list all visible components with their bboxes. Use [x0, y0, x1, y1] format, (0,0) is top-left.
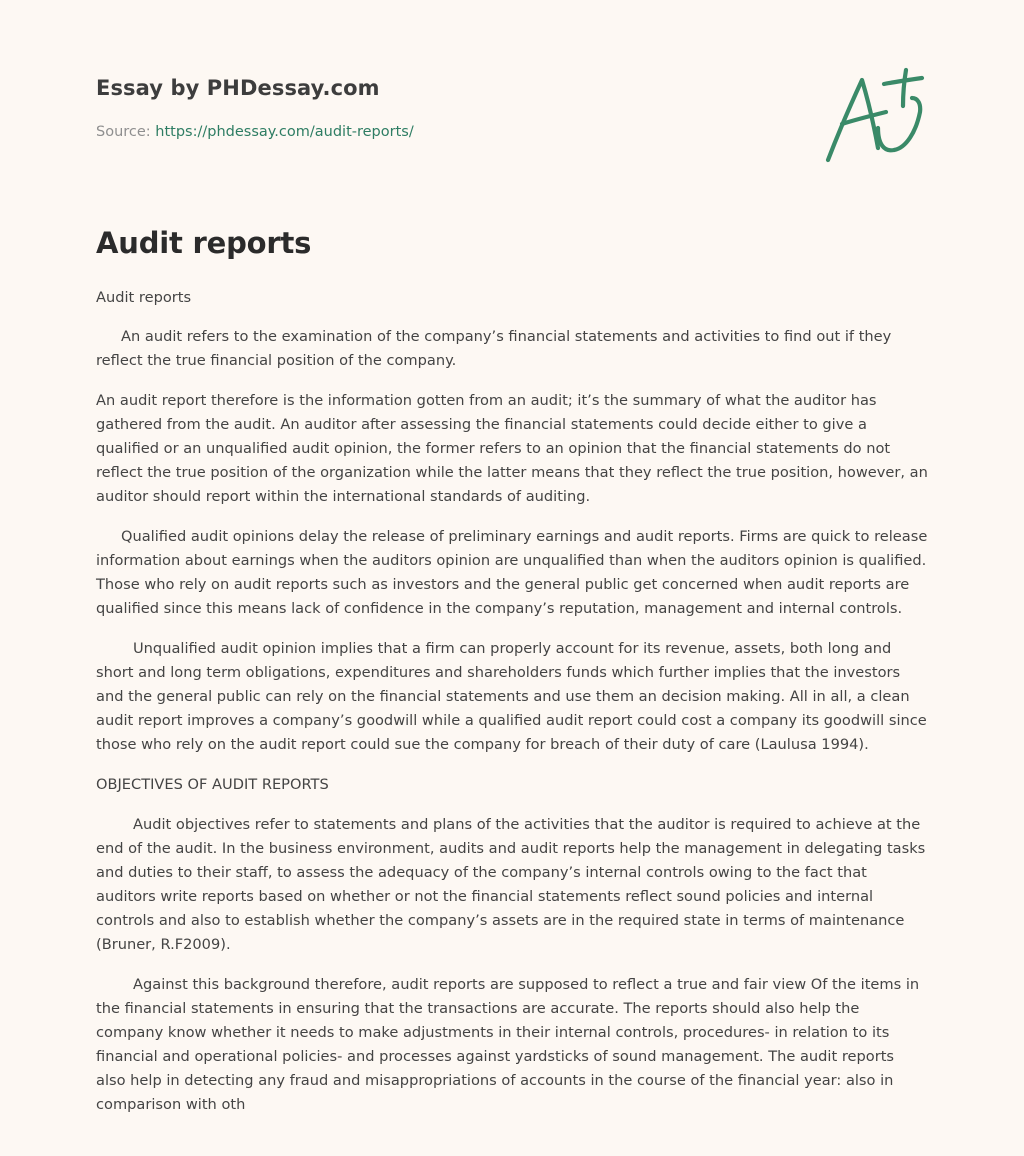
paragraph: Unqualified audit opinion implies that a firm can properly account for its revenue, assets, both long and short and long term obligations, expenditures and shareholders funds which further implies that the investors and the general public can rely on the financial statements and use them an decision making. All in all, a clean audit report improves a company’s goodwill while a qualified audit report could cost a company its goodwill since those who rely on the audit report could sue the company for breach of their duty of care (Laulusa 1994). — [96, 640, 927, 753]
paragraph: Qualified audit opinions delay the release of preliminary earnings and audit reports. Firms are quick to release information about earnings when the auditors opinion are unqualified than when the auditors opinion is qualified. Those who rely on audit reports such as investors and the general public get concerned when audit reports are qualified since this means lack of confidence in the company’s reputation, management and internal controls. — [96, 528, 928, 617]
paragraph: Against this background therefore, audit reports are supposed to reflect a true and fair view Of the items in the financial statements in ensuring that the transactions are accurate. The reports should also help the company know whether it needs to make adjustments in their internal controls, procedures- in relation to its financial and operational policies- and processes against yardsticks of sound management. The audit reports also help in detecting any fraud and misappropriations of accounts in the course of the financial year: also in comparison with oth — [96, 976, 920, 1113]
essay-body — [96, 286, 928, 1133]
paragraph: An audit refers to the examination of the company’s financial statements and activities to find out if they reflect the true financial position of the company. — [96, 328, 892, 369]
essay-title: Audit reports — [96, 226, 312, 260]
source-label: Source: — [96, 124, 156, 140]
a-plus-logo-icon — [824, 66, 928, 166]
site-title: Essay by PHDessay.com — [96, 76, 380, 100]
source-link[interactable]: https://phdessay.com/audit-reports/ — [155, 124, 414, 140]
section-heading: OBJECTIVES OF AUDIT REPORTS — [96, 776, 329, 793]
paragraph: Audit objectives refer to statements and plans of the activities that the auditor is required to achieve at the end of the audit. In the business environment, audits and audit reports help the management in delegating tasks and duties to their staff, to assess the adequacy of the company’s internal controls owing to the fact that auditors write reports based on whether or not the financial statements reflect sound policies and internal controls and also to establish whether the company’s assets are in the required state in terms of maintenance (Bruner, R.F2009). — [96, 816, 926, 953]
paragraph: An audit report therefore is the information gotten from an audit; it’s the summary of what the auditor has gathered from the audit. An auditor after assessing the financial statements could decide either to give a qualified or an unqualified audit opinion, the former refers to an opinion that the financial statements do not reflect the true position of the organization while the latter means that they reflect the true position, however, an auditor should report within the international standards of auditing. — [96, 392, 928, 505]
essay-subtitle: Audit reports — [96, 289, 192, 306]
source-line — [96, 124, 414, 140]
